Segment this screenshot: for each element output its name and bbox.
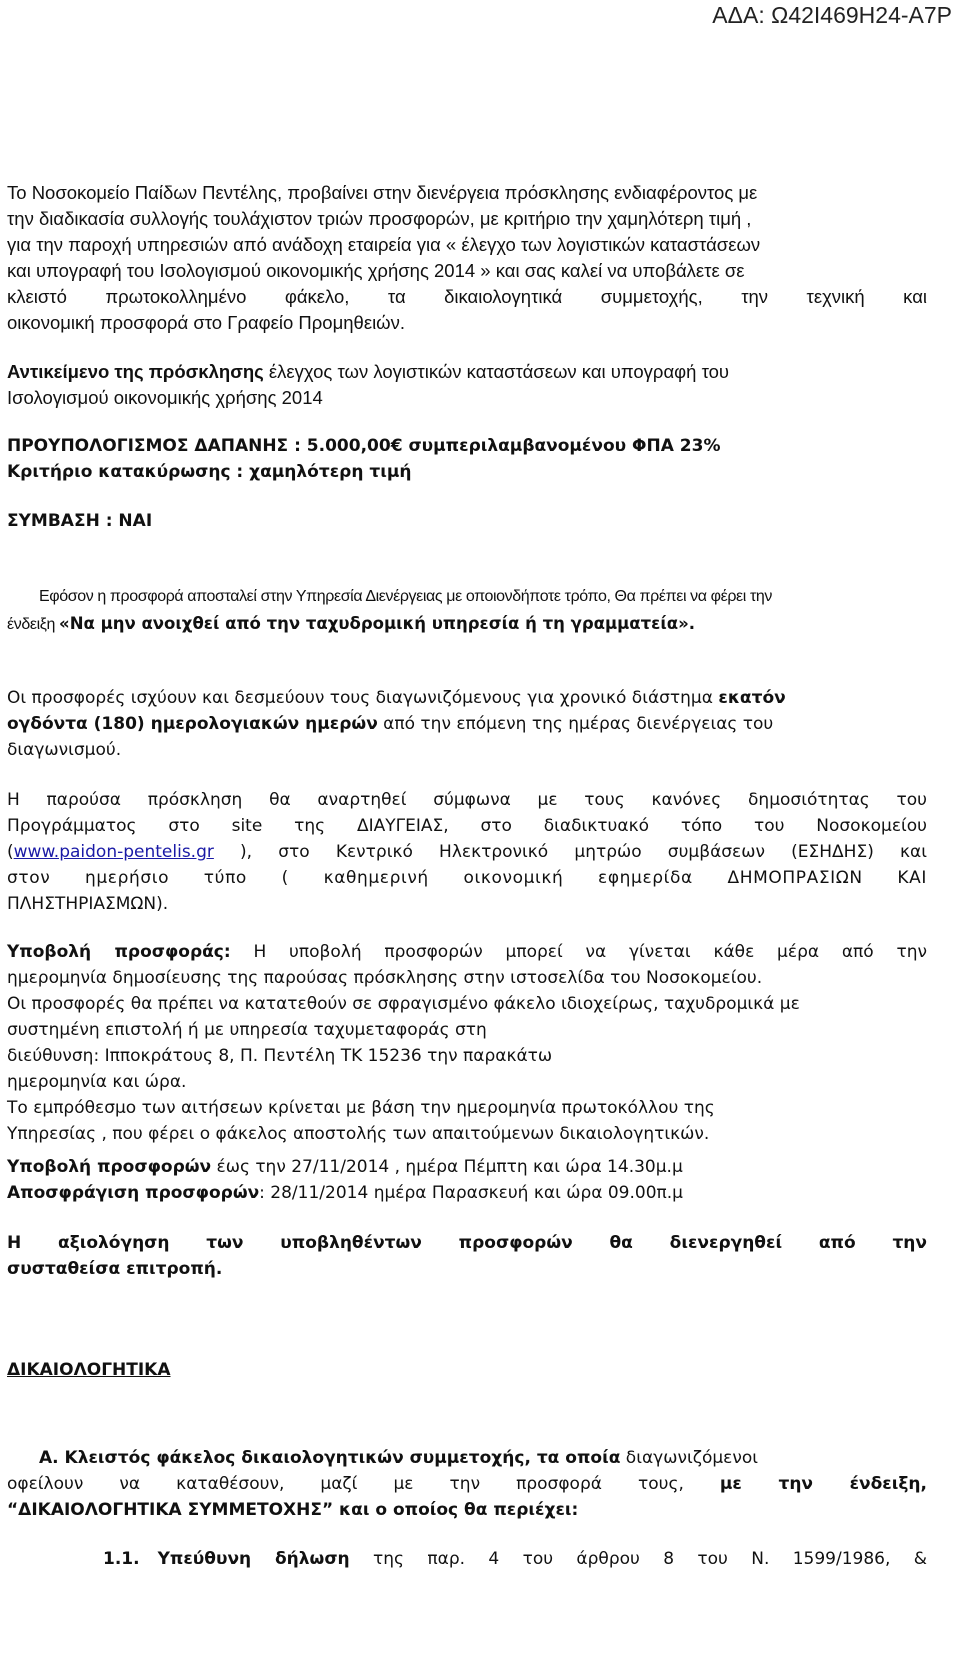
submission-line: συστημένη επιστολή ή με υπηρεσία ταχυμεταφοράς στη	[7, 1020, 487, 1040]
section-a	[7, 1445, 927, 1523]
award-criterion: Κριτήριο κατακύρωσης : χαμηλότερη τιμή	[7, 462, 412, 482]
item-1-1	[103, 1546, 927, 1572]
validity-bold: ογδόντα (180) ημερολογιακών ημερών	[7, 714, 378, 734]
validity-bold: εκατόν	[718, 688, 786, 708]
validity-paragraph	[7, 685, 927, 763]
dates-block	[7, 1154, 927, 1206]
submission-line: ημερομηνία δημοσίευσης της παρούσας πρόσκλησης στην ιστοσελίδα του Νοσοκομείου.	[7, 968, 763, 988]
validity-text: Οι προσφορές ισχύουν και δεσμεύουν τους διαγωνιζόμενους για χρονικό διάστημα	[7, 688, 719, 708]
section-a-text: οφείλουν να καταθέσουν, μαζί με την προσφορά τους,	[7, 1474, 720, 1494]
evaluation-paragraph	[7, 1230, 927, 1282]
section-a-line	[7, 1471, 927, 1497]
validity-line: διαγωνισμού.	[7, 740, 122, 760]
item-line	[103, 1546, 927, 1572]
submission-line: Το εμπρόθεσμο των αιτήσεων κρίνεται με βάση την ημερομηνία πρωτοκόλλου της	[7, 1098, 715, 1118]
validity-line	[7, 685, 927, 711]
subject-paragraph	[7, 359, 927, 411]
postal-note	[7, 583, 927, 638]
opening-label: Αποσφράγιση προσφορών	[7, 1183, 260, 1203]
subject-text: έλεγχος των λογιστικών καταστάσεων και υπογραφή του	[263, 361, 730, 382]
paren: (	[7, 842, 14, 862]
submission-paragraph	[7, 939, 927, 1147]
section-a-bold: με την ένδειξη,	[719, 1474, 927, 1494]
opening-date	[7, 1180, 927, 1206]
section-a-line: “ΔΙΚΑΙΟΛΟΓΗΤΙΚΑ ΣΥΜΜΕΤΟΧΗΣ” και ο οποίος θα περιέχει:	[7, 1500, 579, 1520]
contract-line: ΣΥΜΒΑΣΗ : ΝΑΙ	[7, 511, 153, 531]
publication-line: ΠΛΗΣΤΗΡΙΑΣΜΩΝ).	[7, 894, 169, 914]
postal-line	[7, 610, 927, 638]
section-a-line	[7, 1445, 927, 1471]
postal-line: Εφόσον η προσφορά αποσταλεί στην Υπηρεσία Διενέργειας με οποιονδήποτε τρόπο, Θα πρέπει να φέρει την	[39, 588, 773, 605]
website-link[interactable]: www.paidon-pentelis.gr	[13, 842, 214, 862]
submission-line: Υπηρεσίας , που φέρει ο φάκελος αποστολής των απαιτούμενων δικαιολογητικών.	[7, 1124, 710, 1144]
intro-line: για την παροχή υπηρεσιών από ανάδοχη εταιρεία για « έλεγχο των λογιστικών καταστάσεων	[7, 234, 761, 255]
budget-line: ΠΡΟΥΠΟΛΟΓΙΣΜΟΣ ΔΑΠΑΝΗΣ : 5.000,00€ συμπεριλαμβανομένου ΦΠΑ 23%	[7, 436, 721, 456]
subject-label: Αντικείμενο της πρόσκλησης	[7, 361, 264, 382]
postal-label: ένδειξη	[7, 616, 60, 633]
publication-line: Προγράμματος στο site της ΔΙΑΥΓΕΙΑΣ, στο διαδικτυακό τόπο του Νοσοκομείου	[7, 816, 927, 836]
item-text: της παρ. 4 του άρθρου 8 του Ν. 1599/1986, &	[349, 1549, 928, 1569]
docs-title	[7, 1357, 927, 1383]
postal-warning: «Να μην ανοιχθεί από την ταχυδρομική υπηρεσία ή τη γραμματεία».	[59, 614, 696, 633]
ada-code: ΑΔΑ: Ω42Ι469Η24-Α7Ρ	[712, 2, 952, 28]
submission-text: Η υποβολή προσφορών μπορεί να γίνεται κάθε μέρα από την	[230, 942, 927, 962]
submission-deadline	[7, 1154, 927, 1180]
intro-line: Το Νοσοκομείο Παίδων Πεντέλης, προβαίνει στην διενέργεια πρόσκλησης ενδιαφέροντος με	[7, 182, 758, 203]
evaluation-line: συσταθείσα επιτροπή.	[7, 1259, 223, 1279]
submission-label: Υποβολή προσφοράς:	[7, 942, 231, 962]
publication-text: ), στο Κεντρικό Ηλεκτρονικό μητρώο συμβάσεων (ΕΣΗΔΗΣ) και	[213, 842, 927, 862]
intro-line: την διαδικασία συλλογής τουλάχιστον τριών προσφορών, με κριτήριο την χαμηλότερη τιμή ,	[7, 208, 752, 229]
evaluation-line: Η αξιολόγηση των υποβληθέντων προσφορών θα διενεργηθεί από την	[7, 1233, 927, 1253]
subject-line: Ισολογισμού οικονομικής χρήσης 2014	[7, 387, 323, 408]
deadline-label: Υποβολή προσφορών	[7, 1157, 212, 1177]
item-label: Υπεύθυνη δήλωση	[157, 1549, 350, 1569]
section-a-heading: Α. Κλειστός φάκελος δικαιολογητικών συμμετοχής, τα οποία	[39, 1448, 621, 1468]
submission-line: ημερομηνία και ώρα.	[7, 1072, 187, 1092]
submission-line: Οι προσφορές θα πρέπει να κατατεθούν σε σφραγισμένο φάκελο ιδιοχείρως, ταχυδρομικά με	[7, 994, 800, 1014]
submission-line: διεύθυνση: Ιπποκράτους 8, Π. Πεντέλη ΤΚ 15236 την παρακάτω	[7, 1046, 553, 1066]
intro-paragraph	[7, 180, 927, 336]
subject-line	[7, 359, 927, 385]
docs-title-text: ΔΙΚΑΙΟΛΟΓΗΤΙΚΑ	[7, 1360, 171, 1380]
intro-line: κλειστό πρωτοκολλημένο φάκελο, τα δικαιολογητικά συμμετοχής, την τεχνική και	[7, 286, 927, 307]
publication-line: Η παρούσα πρόσκληση θα αναρτηθεί σύμφωνα με τους κανόνες δημοσιότητας του	[7, 790, 927, 810]
validity-line	[7, 711, 927, 737]
intro-line: οικονομική προσφορά στο Γραφείο Προμηθειών.	[7, 312, 406, 333]
budget-block	[7, 433, 927, 485]
intro-line: και υπογραφή του Ισολογισμού οικονομικής χρήσης 2014 » και σας καλεί να υποβάλετε σε	[7, 260, 745, 281]
item-number: 1.1.	[103, 1549, 140, 1569]
opening-text: : 28/11/2014 ημέρα Παρασκευή και ώρα 09.00π.μ	[259, 1183, 683, 1203]
validity-text: από την επόμενη της ημέρας διενέργειας του	[377, 714, 774, 734]
publication-paragraph	[7, 787, 927, 917]
publication-line	[7, 839, 927, 865]
submission-line	[7, 939, 927, 965]
publication-line: στον ημερήσιο τύπο ( καθημερινή οικονομική εφημερίδα ΔΗΜΟΠΡΑΣΙΩΝ ΚΑΙ	[7, 868, 927, 888]
section-a-text: διαγωνιζόμενοι	[620, 1448, 759, 1468]
deadline-text: έως την 27/11/2014 , ημέρα Πέμπτη και ώρα 14.30μ.μ	[211, 1157, 683, 1177]
